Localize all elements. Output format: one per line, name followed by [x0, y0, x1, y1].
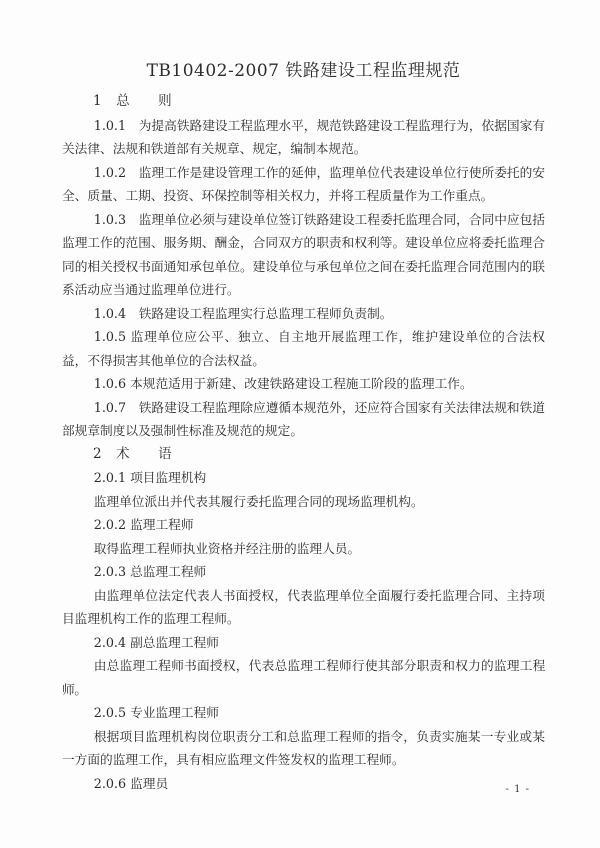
clause-1-0-5: 1.0.5 监理单位应公平、独立、自主地开展监理工作，维护建设单位的合法权益，不得损害其他单位的合法权益。 — [62, 329, 545, 368]
definition-2-0-4: 由总监理工程师书面授权，代表总监理工程师行使其部分职责和权力的监理工程师。 — [62, 658, 545, 697]
definition-2-0-5: 根据项目监理机构岗位职责分工和总监理工程师的指令，负责实施某一专业或某一方面的监理工作，具有相应监理文件签发权的监理工程师。 — [62, 728, 545, 767]
clause-1-0-1: 1.0.1 为提高铁路建设工程监理水平，规范铁路建设工程监理行为，依据国家有关法律、法规和铁道部有关规章、规定，编制本规范。 — [62, 117, 545, 156]
clause-1-0-3: 1.0.3 监理单位必须与建设单位签订铁路建设工程委托监理合同，合同中应包括监理工作的范围、服务期、酬金，合同双方的职责和权利等。建设单位应将委托监理合同的相关授权书面通知承包单位。建设单位与承包单位之间在委托监理合同范围内的联系活动应当通过监理单位进行。 — [62, 211, 545, 297]
term-2-0-2: 2.0.2 监理工程师 — [93, 517, 194, 532]
definition-2-0-1: 监理单位派出并代表其履行委托监理合同的现场监理机构。 — [93, 493, 424, 509]
page-number: - 1 - — [505, 784, 530, 795]
term-2-0-1: 2.0.1 项目监理机构 — [93, 470, 207, 485]
clause-1-0-2: 1.0.2 监理工作是建设管理工作的延伸，监理单位代表建设单位行使所委托的安全、质量、工期、投资、环保控制等相关权力，并将工程质量作为工作重点。 — [62, 164, 545, 203]
term-2-0-4: 2.0.4 副总监理工程师 — [93, 634, 219, 650]
section-heading-general-provisions: 1 总 则 — [93, 93, 173, 109]
clause-1-0-7: 1.0.7 铁路建设工程监理除应遵循本规范外，还应符合国家有关法律法规和铁道部规章制度以及强制性标准及规范的规定。 — [62, 399, 545, 438]
document-title: TB10402-2007 铁路建设工程监理规范 — [146, 61, 461, 81]
term-2-0-5: 2.0.5 专业监理工程师 — [93, 705, 219, 720]
clause-1-0-6: 1.0.6 本规范适用于新建、改建铁路建设工程施工阶段的监理工作。 — [93, 376, 473, 391]
term-2-0-6: 2.0.6 监理员 — [93, 775, 169, 791]
term-2-0-3: 2.0.3 总监理工程师 — [93, 564, 207, 579]
document-body — [62, 90, 545, 795]
definition-2-0-2: 取得监理工程师执业资格并经注册的监理人员。 — [93, 540, 361, 556]
definition-2-0-3: 由监理单位法定代表人书面授权，代表监理单位全面履行委托监理合同、主持项目监理机构工作的监理工程师。 — [62, 587, 545, 626]
section-heading-terms: 2 术 语 — [93, 445, 173, 462]
clause-1-0-4: 1.0.4 铁路建设工程监理实行总监理工程师负责制。 — [93, 305, 393, 321]
